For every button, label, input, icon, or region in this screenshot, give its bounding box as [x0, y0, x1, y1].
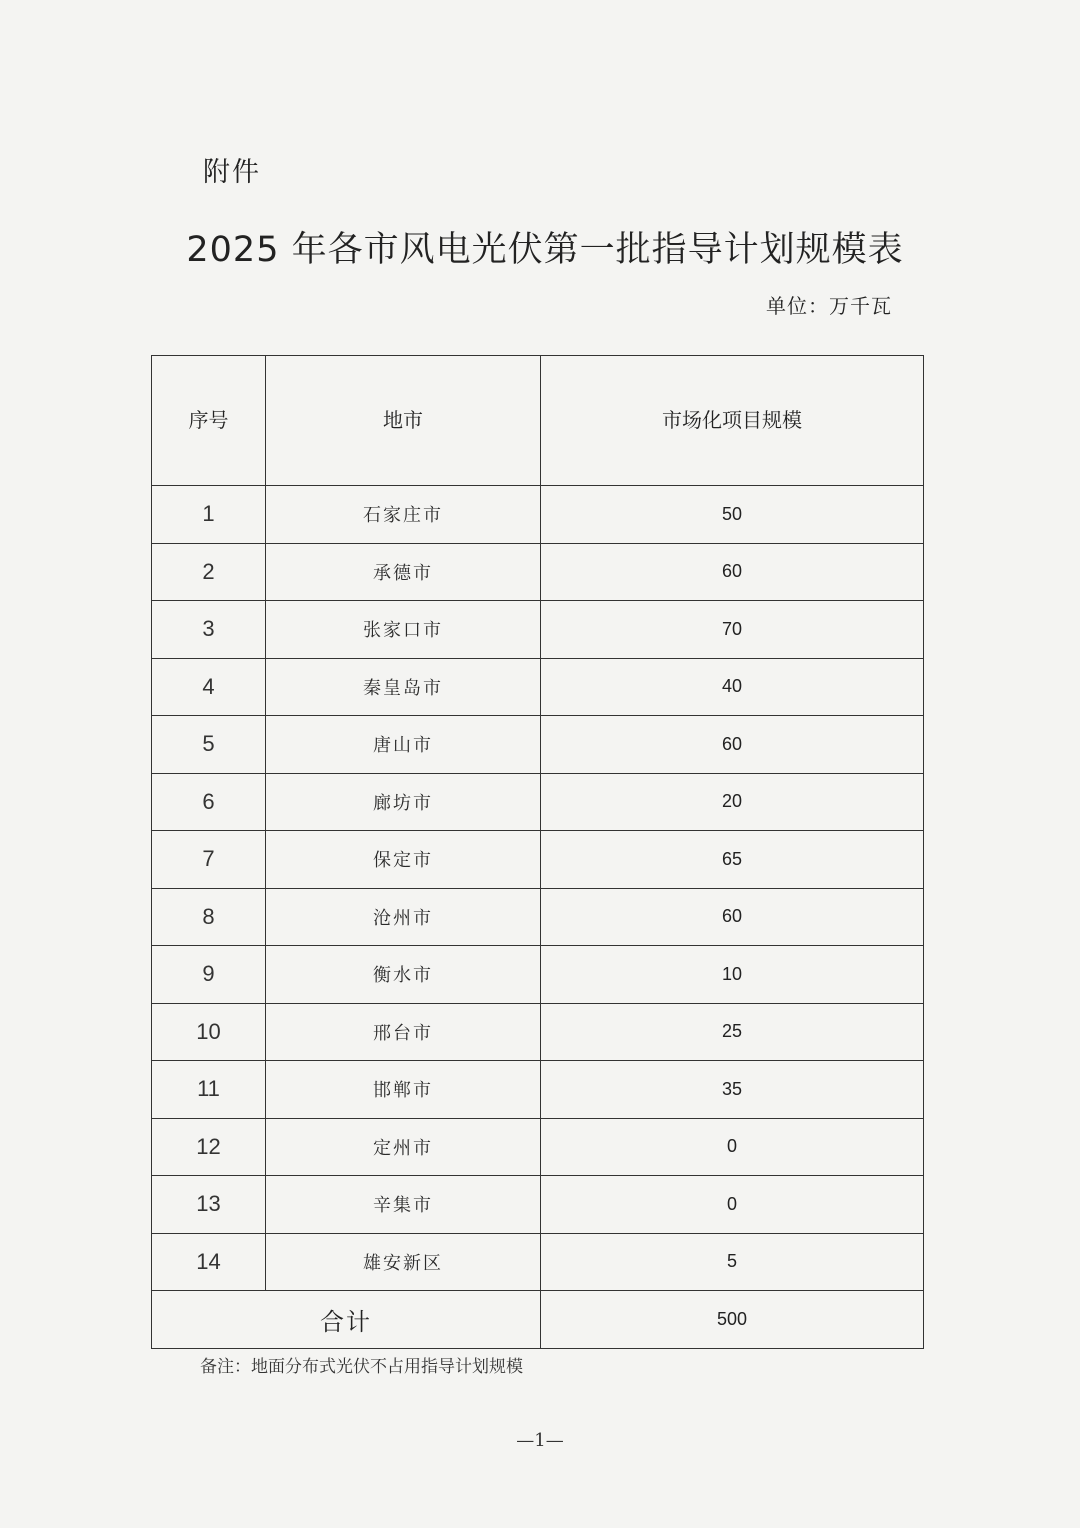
row-city: 衡水市 — [266, 946, 541, 1004]
row-value: 0 — [541, 1176, 924, 1234]
unit-label: 单位：万千瓦 — [766, 294, 892, 318]
table-header-row — [152, 356, 924, 486]
attachment-label: 附件 — [203, 157, 261, 188]
header-city: 地市 — [266, 356, 541, 486]
row-city: 邯郸市 — [266, 1061, 541, 1119]
table-row — [152, 831, 924, 889]
page-title: 2025 年各市风电光伏第一批指导计划规模表 — [186, 230, 904, 270]
row-value: 0 — [541, 1118, 924, 1176]
table-row — [152, 1061, 924, 1119]
row-value: 70 — [541, 601, 924, 659]
row-seq: 8 — [152, 888, 266, 946]
row-city: 保定市 — [266, 831, 541, 889]
header-scale: 市场化项目规模 — [541, 356, 924, 486]
row-seq: 13 — [152, 1176, 266, 1234]
table-row — [152, 1118, 924, 1176]
table-row — [152, 486, 924, 544]
total-label: 合计 — [152, 1291, 541, 1349]
row-city: 雄安新区 — [266, 1233, 541, 1291]
row-city: 沧州市 — [266, 888, 541, 946]
row-city: 辛集市 — [266, 1176, 541, 1234]
row-value: 60 — [541, 543, 924, 601]
page-number: —1— — [516, 1430, 564, 1451]
table-row — [152, 1233, 924, 1291]
row-seq: 4 — [152, 658, 266, 716]
row-city: 秦皇岛市 — [266, 658, 541, 716]
table-row — [152, 658, 924, 716]
row-seq: 10 — [152, 1003, 266, 1061]
row-value: 50 — [541, 486, 924, 544]
row-value: 60 — [541, 888, 924, 946]
table-row — [152, 716, 924, 774]
row-value: 65 — [541, 831, 924, 889]
row-seq: 11 — [152, 1061, 266, 1119]
row-value: 10 — [541, 946, 924, 1004]
row-city: 承德市 — [266, 543, 541, 601]
row-value: 25 — [541, 1003, 924, 1061]
row-city: 唐山市 — [266, 716, 541, 774]
row-value: 20 — [541, 773, 924, 831]
table-row — [152, 601, 924, 659]
plan-scale-table — [151, 355, 924, 1349]
row-city: 石家庄市 — [266, 486, 541, 544]
row-seq: 6 — [152, 773, 266, 831]
row-city: 定州市 — [266, 1118, 541, 1176]
row-value: 35 — [541, 1061, 924, 1119]
table-row — [152, 946, 924, 1004]
table-row — [152, 1003, 924, 1061]
footnote: 备注：地面分布式光伏不占用指导计划规模 — [200, 1357, 523, 1377]
row-seq: 1 — [152, 486, 266, 544]
row-value: 5 — [541, 1233, 924, 1291]
row-seq: 2 — [152, 543, 266, 601]
table-row — [152, 1176, 924, 1234]
row-seq: 9 — [152, 946, 266, 1004]
row-city: 廊坊市 — [266, 773, 541, 831]
table-total-row — [152, 1291, 924, 1349]
header-seq: 序号 — [152, 356, 266, 486]
table-row — [152, 888, 924, 946]
row-seq: 3 — [152, 601, 266, 659]
row-value: 40 — [541, 658, 924, 716]
row-seq: 14 — [152, 1233, 266, 1291]
table-row — [152, 543, 924, 601]
row-city: 张家口市 — [266, 601, 541, 659]
row-seq: 7 — [152, 831, 266, 889]
row-seq: 12 — [152, 1118, 266, 1176]
total-value: 500 — [541, 1291, 924, 1349]
table-row — [152, 773, 924, 831]
row-seq: 5 — [152, 716, 266, 774]
row-city: 邢台市 — [266, 1003, 541, 1061]
row-value: 60 — [541, 716, 924, 774]
